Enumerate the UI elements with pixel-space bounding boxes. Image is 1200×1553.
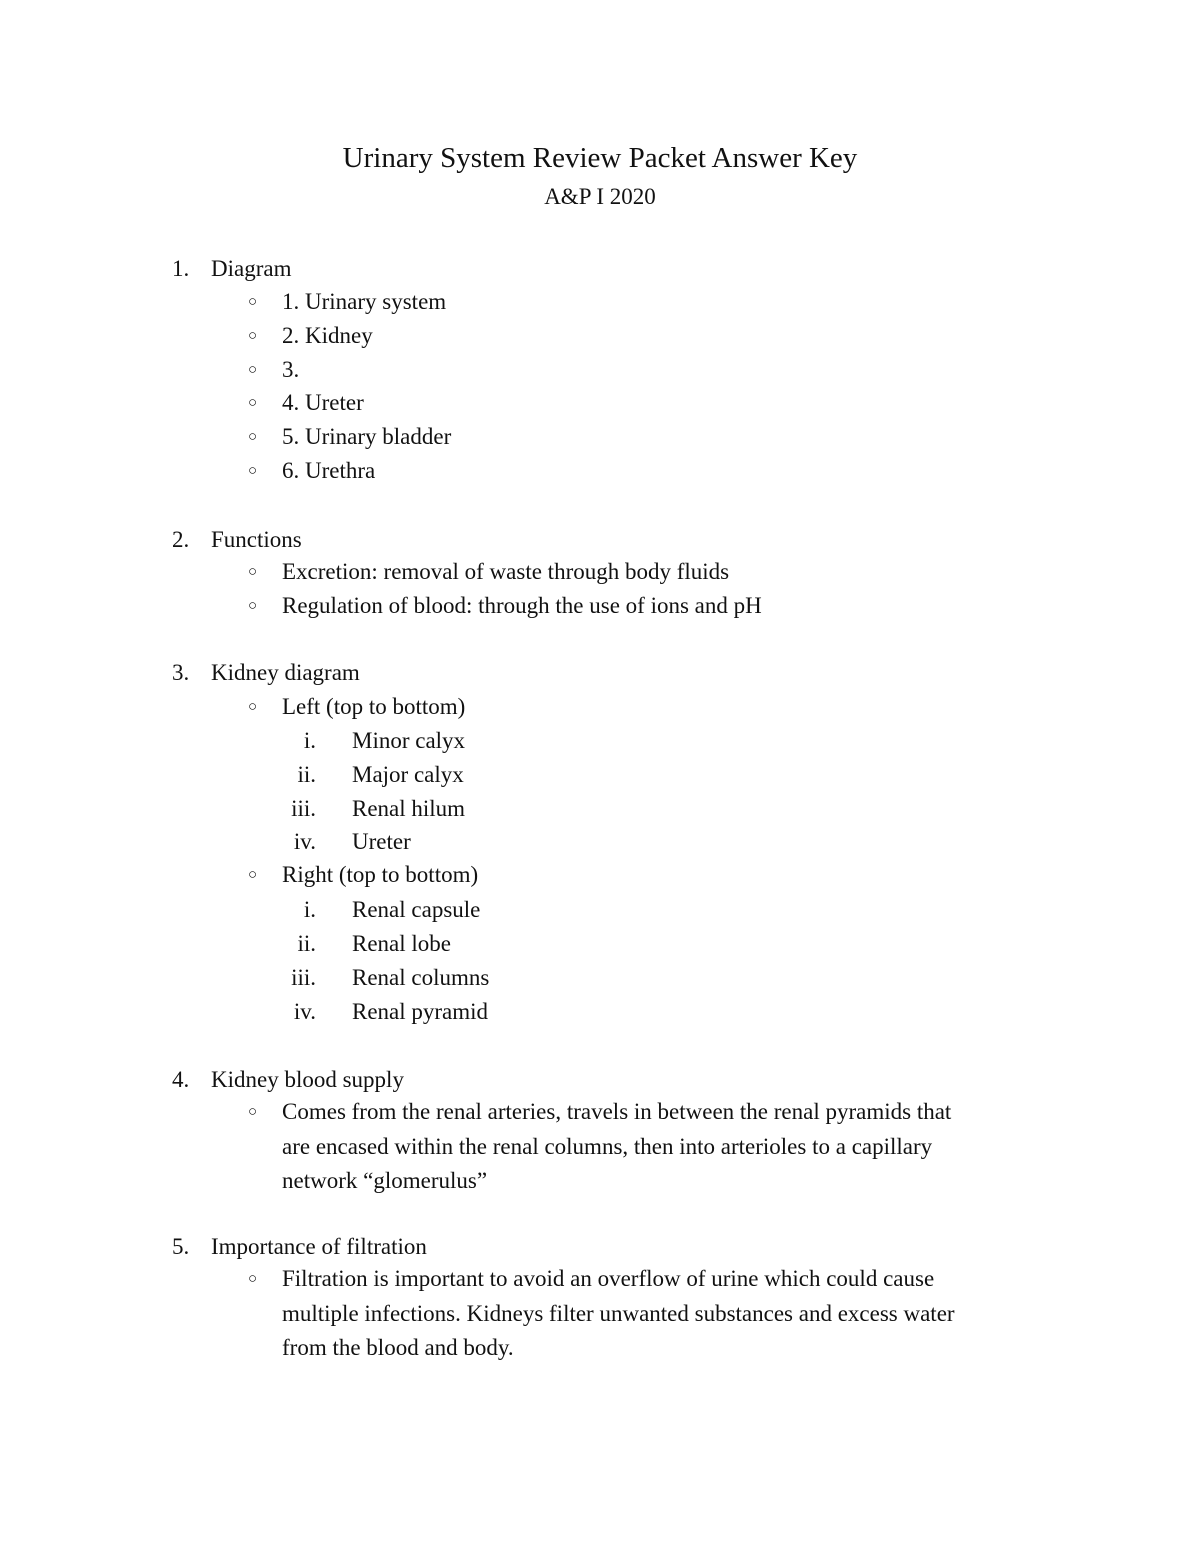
roman-numeral: iv. — [293, 999, 316, 1024]
circle-bullet-icon: ○ — [248, 699, 258, 715]
section-number: 4. — [172, 1067, 190, 1092]
circle-bullet-icon: ○ — [248, 463, 258, 479]
circle-bullet-icon: ○ — [248, 1271, 258, 1287]
roman-numeral: ii. — [297, 762, 316, 787]
paragraph-line: Filtration is important to avoid an overflow of urine which could cause — [282, 1266, 935, 1291]
circle-bullet-icon: ○ — [248, 429, 258, 445]
circle-bullet-icon: ○ — [248, 362, 258, 378]
circle-bullet-icon: ○ — [248, 328, 258, 344]
list-item-text: 3. — [282, 357, 300, 382]
section-label: Importance of filtration — [211, 1234, 427, 1259]
section-label: Kidney blood supply — [211, 1067, 404, 1092]
section-label: Kidney diagram — [211, 660, 360, 685]
circle-bullet-icon: ○ — [248, 1104, 258, 1120]
circle-bullet-icon: ○ — [248, 564, 258, 580]
roman-numeral: iii. — [291, 796, 316, 821]
roman-numeral: iv. — [293, 829, 316, 854]
paragraph-line: are encased within the renal columns, then into arterioles to a capillary — [282, 1134, 933, 1159]
section-number: 2. — [172, 527, 190, 552]
document-subtitle: A&P I 2020 — [544, 184, 656, 209]
sub-list-item-text: Minor calyx — [352, 728, 466, 753]
paragraph-line: from the blood and body. — [282, 1335, 514, 1360]
roman-numeral: iii. — [291, 965, 316, 990]
sub-list-item-text: Major calyx — [352, 762, 464, 787]
roman-numeral: i. — [303, 728, 316, 753]
list-item-text: 4. Ureter — [282, 390, 364, 415]
list-item-text: 6. Urethra — [282, 458, 376, 483]
section-label: Functions — [211, 527, 302, 552]
circle-bullet-icon: ○ — [248, 395, 258, 411]
paragraph-line: Comes from the renal arteries, travels in between the renal pyramids that — [282, 1099, 952, 1124]
section-number: 1. — [172, 256, 190, 281]
circle-bullet-icon: ○ — [248, 867, 258, 883]
section-number: 3. — [172, 660, 190, 685]
sub-list-item-text: Renal pyramid — [352, 999, 489, 1024]
paragraph-line: network “glomerulus” — [282, 1168, 488, 1193]
circle-bullet-icon: ○ — [248, 598, 258, 614]
group-label: Left (top to bottom) — [282, 694, 466, 719]
sub-list-item-text: Ureter — [352, 829, 411, 854]
list-item-text: 1. Urinary system — [282, 289, 447, 314]
roman-numeral: i. — [303, 897, 316, 922]
list-item-text: Excretion: removal of waste through body fluids — [282, 559, 730, 584]
paragraph-line: multiple infections. Kidneys filter unwanted substances and excess water — [282, 1301, 955, 1326]
sub-list-item-text: Renal columns — [352, 965, 490, 990]
sub-list-item-text: Renal lobe — [352, 931, 451, 956]
sub-list-item-text: Renal capsule — [352, 897, 481, 922]
list-item-text: Regulation of blood: through the use of ions and pH — [282, 593, 762, 618]
list-item-text: 5. Urinary bladder — [282, 424, 452, 449]
document-title: Urinary System Review Packet Answer Key — [342, 142, 858, 174]
circle-bullet-icon: ○ — [248, 294, 258, 310]
roman-numeral: ii. — [297, 931, 316, 956]
list-item-text: 2. Kidney — [282, 323, 373, 348]
section-number: 5. — [172, 1234, 190, 1259]
section-label: Diagram — [211, 256, 292, 281]
group-label: Right (top to bottom) — [282, 862, 479, 887]
sub-list-item-text: Renal hilum — [352, 796, 466, 821]
